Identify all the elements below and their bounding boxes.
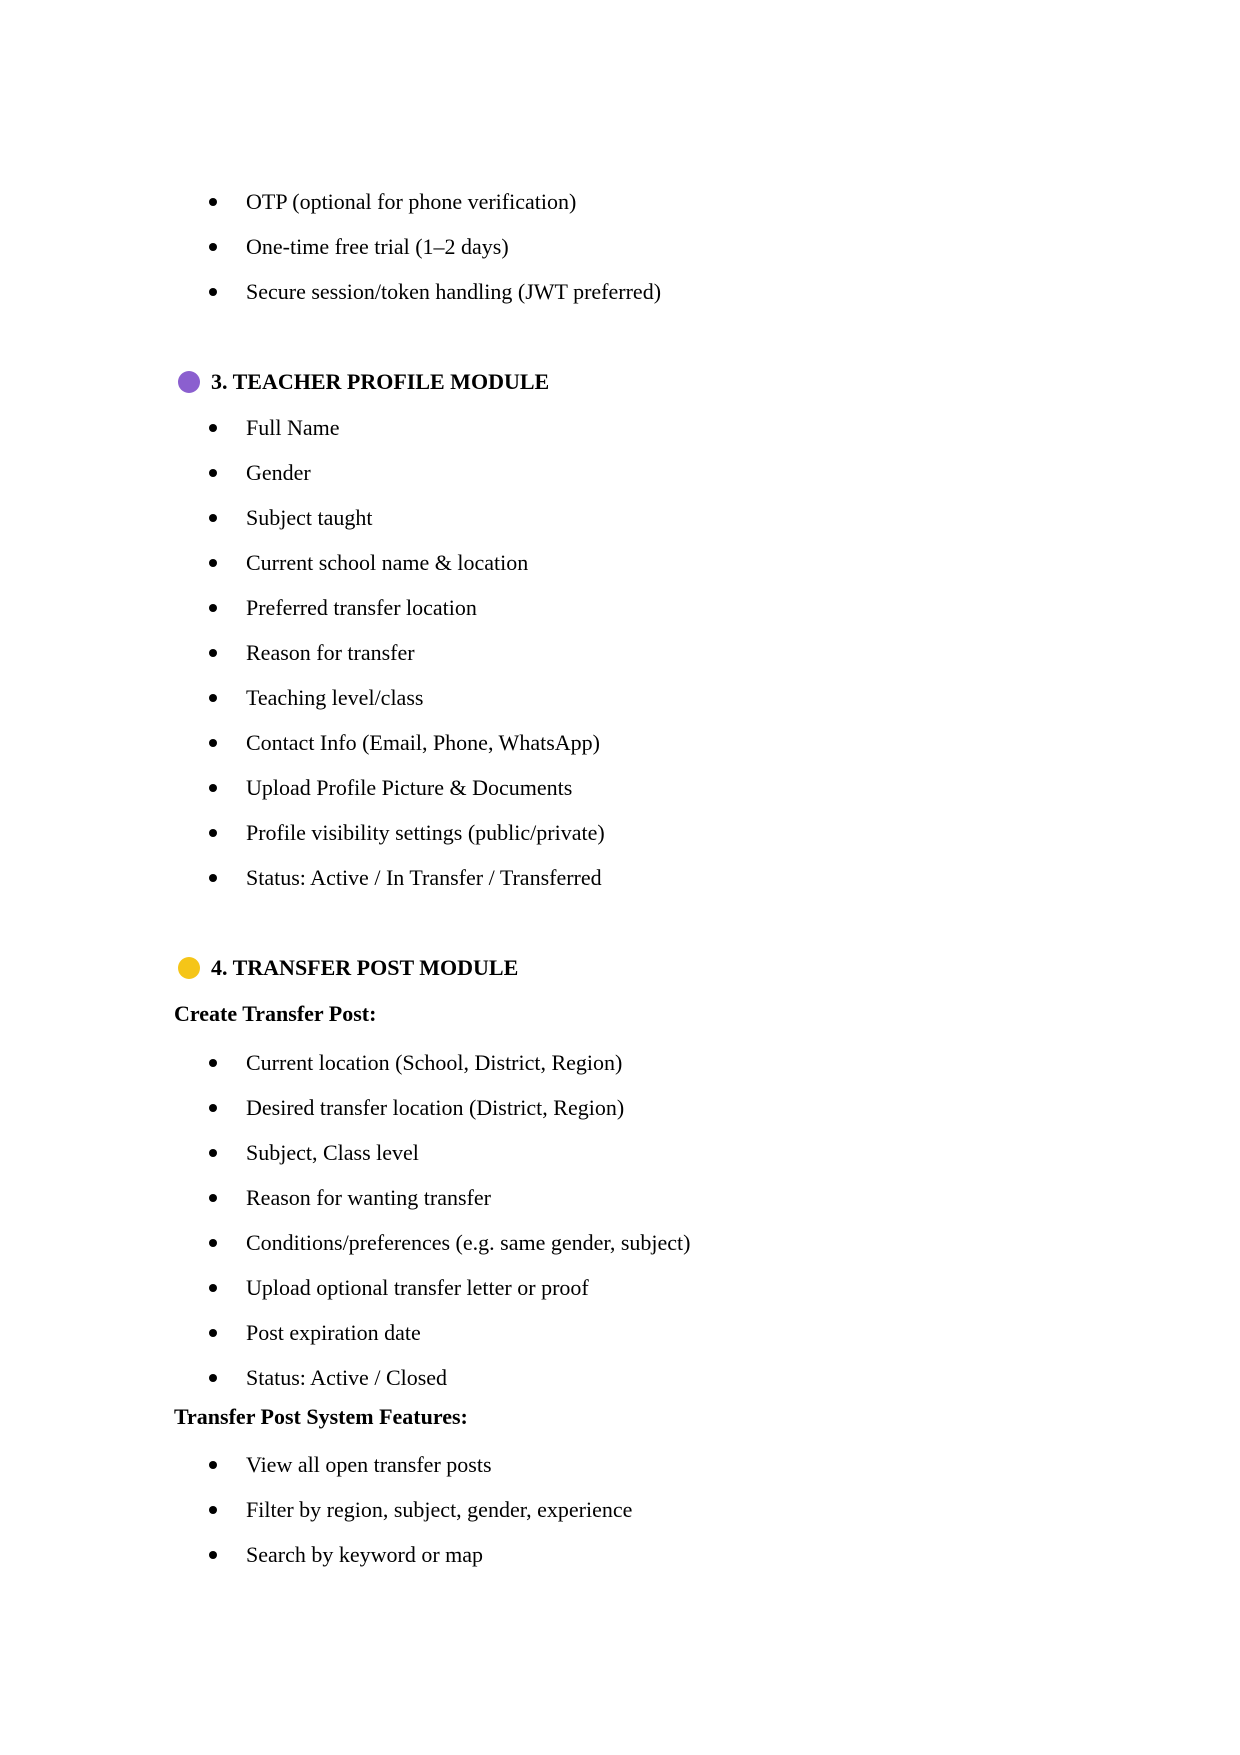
bullet-icon — [209, 514, 217, 522]
bullet-icon — [209, 424, 217, 432]
bullet-icon — [209, 1461, 217, 1469]
bullet-icon — [209, 1329, 217, 1337]
yellow-circle-icon — [178, 957, 200, 979]
section3-title: 3. TEACHER PROFILE MODULE — [211, 369, 550, 394]
document-page: OTP (optional for phone verification) One-time free trial (1–2 days) Secure session/token handling (JWT preferred) 3. TEACHER PROFILE MODULE Full Name Gender Subject taught Current school name & location Preferred transfer location Reason for transfer Teaching level/class Contact Info (Email, Phone, WhatsApp) Upload Profile Picture & Documents Profile visibility settings (public/private) Status: Active / In Transfer / Transferred 4. TRANSFER POST MODULE Create Transfer Post: Current location (School, District, Region) Desired transfer location (District, Region) Subject, Class level Reason for wanting transfer Conditions/preferences (e.g. same gender, subject) Upload optional transfer letter or proof Post expiration date Status: Active / Closed Transfer Post System Features: View all open transfer posts Filter by region, subject, gender, experience Search by keyword or map — [174, 189, 691, 1567]
bullet-icon — [209, 1506, 217, 1514]
bullet-icon — [209, 1551, 217, 1559]
bullet-icon — [209, 1374, 217, 1382]
bullet-icon — [209, 1059, 217, 1067]
bullet-icon — [209, 604, 217, 612]
system-features-heading: Transfer Post System Features: — [174, 1404, 468, 1429]
bullet-icon — [209, 1239, 217, 1247]
bullet-icon — [209, 1104, 217, 1112]
bullet-icon — [209, 1284, 217, 1292]
bullet-icon — [209, 559, 217, 567]
bullet-icon — [209, 829, 217, 837]
bullet-icon — [209, 784, 217, 792]
bullet-icon — [209, 874, 217, 882]
bullet-icon — [209, 1194, 217, 1202]
bullet-icon — [209, 469, 217, 477]
bullet-icon — [209, 198, 217, 206]
bullet-icon — [209, 1149, 217, 1157]
bullet-icon — [209, 739, 217, 747]
create-post-heading: Create Transfer Post: — [174, 1001, 377, 1026]
bullet-icon — [209, 288, 217, 296]
bullet-icon — [209, 694, 217, 702]
purple-circle-icon — [178, 371, 200, 393]
bullet-icon — [209, 649, 217, 657]
bullet-icon — [209, 243, 217, 251]
section4-title: 4. TRANSFER POST MODULE — [211, 955, 519, 980]
